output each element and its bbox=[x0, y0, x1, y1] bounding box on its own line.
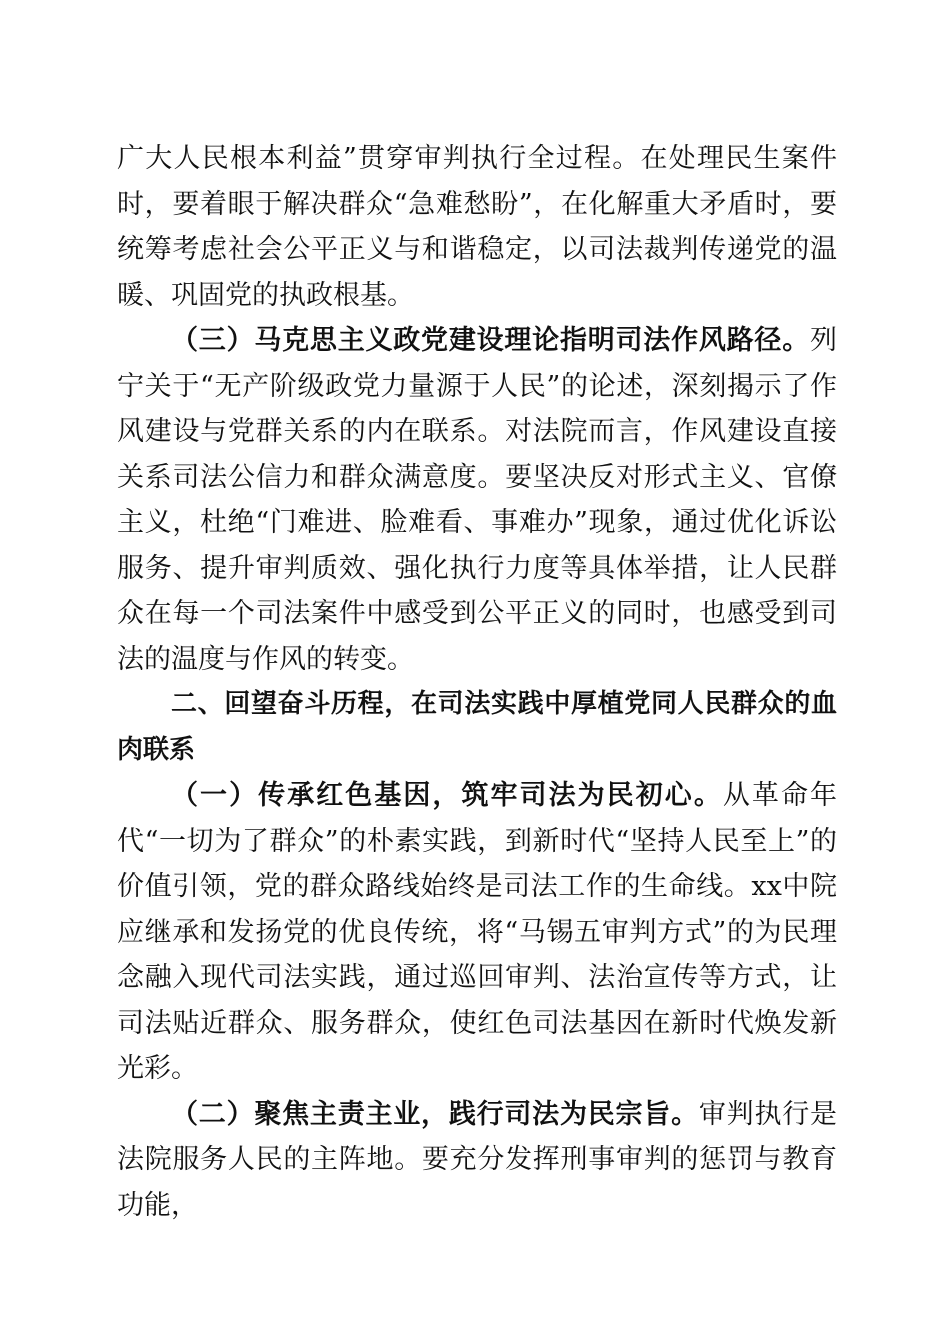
paragraph-section-3 bbox=[117, 318, 837, 682]
paragraph-body-subsection-2: 审判执行是法院服务人民的主阵地。要充分发挥刑事审判的惩罚与教育功能， bbox=[117, 1098, 838, 1221]
paragraph-lead-subsection-2: （二）聚焦主责主业，践行司法为民宗旨。 bbox=[171, 1098, 699, 1130]
paragraph-subsection-1 bbox=[117, 773, 837, 1092]
paragraph-body-section-3: 列宁关于“无产阶级政党力量源于人民”的论述，深刻揭示了作风建设与党群关系的内在联系。对法院而言，作风建设直接关系司法公信力和群众满意度。要坚决反对形式主义、官僚主义，杜绝“门难进、脸难看、事难办”现象，通过优化诉讼服务、提升审判质效、强化执行力度等具体举措，让人民群众在每一个司法案件中感受到公平正义的同时，也感受到司法的温度与作风的转变。 bbox=[117, 325, 837, 675]
paragraph-body-subsection-1: 从革命年代“一切为了群众”的朴素实践，到新时代“坚持人民至上”的价值引领，党的群众路线始终是司法工作的生命线。xx中院应继承和发扬党的优良传统，将“马锡五审判方式”的为民理念融入现代司法实践，通过巡回审判、法治宣传等方式，让司法贴近群众、服务群众，使红色司法基因在新时代焕发新光彩。 bbox=[117, 780, 838, 1084]
paragraph-lead-section-3: （三）马克思主义政党建设理论指明司法作风路径。 bbox=[171, 325, 810, 356]
paragraph-continuation: 广大人民根本利益”贯穿审判执行全过程。在处理民生案件时，要着眼于解决群众“急难愁盼”，在化解重大矛盾时，要统筹考虑社会公平正义与和谐稳定，以司法裁判传递党的温暖、巩固党的执政根基。 bbox=[117, 143, 837, 311]
paragraph-subsection-2 bbox=[117, 1092, 837, 1229]
document-page bbox=[117, 136, 837, 1228]
section-heading-2: 二、回望奋斗历程，在司法实践中厚植党同人民群众的血肉联系 bbox=[117, 689, 837, 765]
paragraph-lead-subsection-1: （一）传承红色基因，筑牢司法为民初心。 bbox=[171, 780, 723, 811]
